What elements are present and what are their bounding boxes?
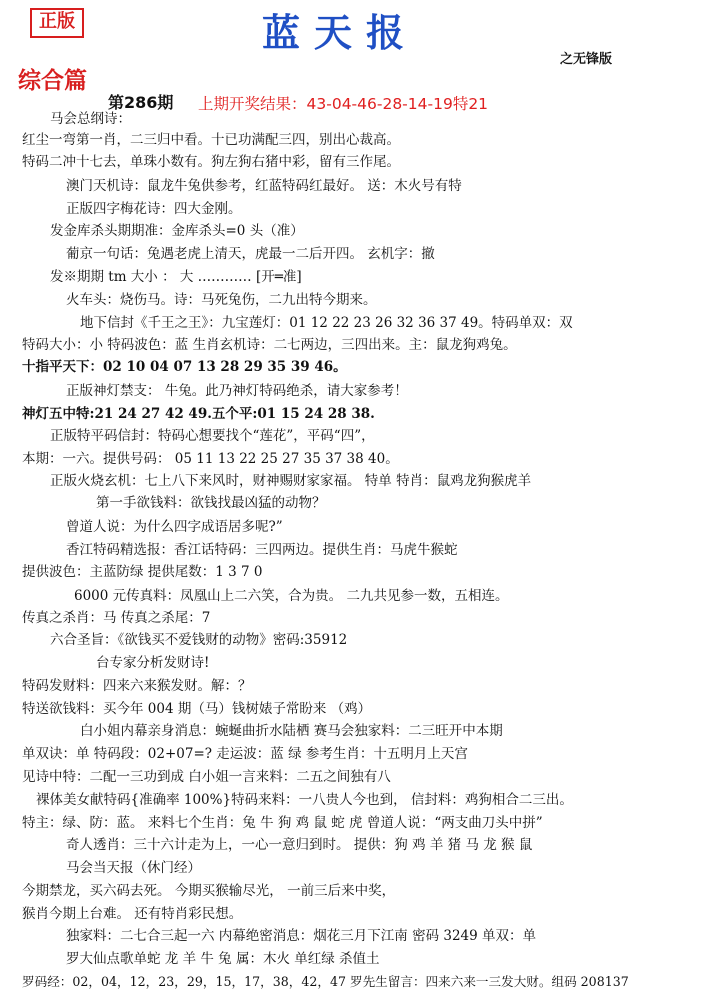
- text-line: 见诗中特：二配一三功到成 白小姐一言来料：二五之间独有八: [22, 769, 391, 785]
- text-line: 单双诀：单 特码段：02+07=? 走运波：蓝 绿 参考生肖：十五明月上天宫: [22, 746, 468, 762]
- text-line: 特码二冲十七去，单珠小数有。狗左狗右猪中彩，留有三作尾。: [22, 154, 400, 170]
- text-line: 六合圣旨：《欲钱买不爱钱财的动物》密码:35912: [50, 632, 348, 648]
- text-line: 罗大仙点歌单蛇 龙 羊 牛 兔 属：木火 单红绿 杀值土: [66, 951, 380, 967]
- section-heading: 综合篇: [18, 68, 87, 94]
- text-line: 提供波色：主蓝防绿 提供尾数：1 3 7 0: [22, 564, 263, 580]
- text-line: 十指平天下：02 10 04 07 13 28 29 35 39 46。: [22, 359, 347, 375]
- text-line: 地下信封《千王之王》：九宝莲灯：01 12 22 23 26 32 36 37 49。特码单双：双: [80, 315, 573, 331]
- text-line: 葡京一句话：兔遇老虎上清天，虎最一二后开四。 玄机字：撤: [66, 246, 435, 262]
- text-line: 特码发财料：四来六来猴发财。解：？: [22, 678, 252, 694]
- text-line: 独家料：二七合三起一六 内幕绝密消息：烟花三月下江南 密码 3249 单双：单: [66, 928, 537, 944]
- text-line: 传真之杀肖：马 传真之杀尾：7: [22, 610, 211, 626]
- text-line: 香江特码精选报：香江话特码：三四两边。提供生肖：马虎牛猴蛇: [66, 542, 458, 558]
- text-line: 红尘一弯第一肖，二三归中看。十已功满配三四，别出心裁高。: [22, 132, 400, 148]
- issue-number: 第286期: [108, 93, 174, 112]
- text-line: 猴肖今期上台难。 还有特肖彩民想。: [22, 906, 243, 922]
- text-line: 特主：绿、防：蓝。 来料七个生肖：兔 牛 狗 鸡 鼠 蛇 虎 曾道人说：“两支曲刀头中拼”: [22, 815, 543, 831]
- text-line: 罗码经：02，04，12，23，29，15，17，38，42，47 罗先生留言：四来六来一三发大财。组码 208137: [22, 974, 629, 989]
- text-line: 马会当天报（休门经）: [66, 860, 201, 876]
- text-line: 特送欲钱料：买今年 004 期（马）钱树婊子常盼来 （鸡）: [22, 701, 372, 717]
- text-line: 白小姐内幕亲身消息：蜿蜒曲折水陆栖 赛马会独家料：二三旺开中本期: [80, 723, 503, 739]
- text-line: 澳门天机诗：鼠龙牛兔供参考，红蓝特码红最好。 送：木火号有特: [66, 178, 462, 194]
- last-result-label: 上期开奖结果：: [198, 95, 307, 113]
- edition-label: 之无锋版: [560, 52, 613, 67]
- text-line: 正版神灯禁支： 牛兔。此乃神灯特码绝杀，请大家参考！: [66, 383, 408, 399]
- text-line: 发金库杀头期期准：金库杀头=0 头（准）: [50, 223, 304, 239]
- text-line: 今期禁龙，买六码去死。 今期买猴输尽光， 一前三后来中奖，: [22, 883, 396, 899]
- text-line: 奇人透肖：三十六计走为上，一心一意归到时。 提供：狗 鸡 羊 猪 马 龙 猴 鼠: [66, 837, 533, 853]
- text-line: 本期：一六。提供号码： 05 11 13 22 25 27 35 37 38 40。: [22, 451, 399, 467]
- text-line: 正版四字梅花诗：四大金刚。: [66, 201, 242, 217]
- last-result-numbers: 43-04-46-28-14-19特21: [306, 95, 489, 113]
- text-line: 马会总纲诗：: [50, 111, 131, 127]
- text-line: 特码大小：小 特码波色：蓝 生肖玄机诗：二七两边，三四出来。主：鼠龙狗鸡兔。: [22, 337, 517, 353]
- text-line: 正版特平码信封：特码心想要找个“莲花”，平码“四”，: [50, 428, 375, 444]
- text-line: 6000 元传真料：凤凰山上二六笑，合为贵。 二九共见参一数，五相连。: [74, 588, 509, 604]
- text-line: 曾道人说：为什么四字成语居多呢?”: [66, 519, 283, 535]
- text-line: 火车头：烧伤马。诗：马死兔伤，二九出特今期来。: [66, 292, 377, 308]
- text-line: 裸体美女献特码{准确率 100%}特码来料：一八贵人今也到， 信封料：鸡狗相合二三出。: [36, 792, 573, 808]
- genuine-edition-badge: 正版: [30, 8, 84, 38]
- text-line: 第一手欲钱料：欲钱找最凶猛的动物？: [96, 495, 326, 511]
- text-line: 神灯五中特:21 24 27 42 49.五个平:01 15 24 28 38.: [22, 406, 375, 422]
- newspaper-title: 蓝天报: [261, 10, 418, 55]
- text-line: 正版火烧玄机：七上八下来风时，财神赐财家家福。 特单 特肖：鼠鸡龙狗猴虎羊: [50, 473, 532, 489]
- last-result: [198, 92, 488, 114]
- text-line: 发※期期 tm 大小 ： 大 ………… [开═准]: [50, 269, 302, 285]
- text-line: 台专家分析发财诗!: [96, 655, 210, 671]
